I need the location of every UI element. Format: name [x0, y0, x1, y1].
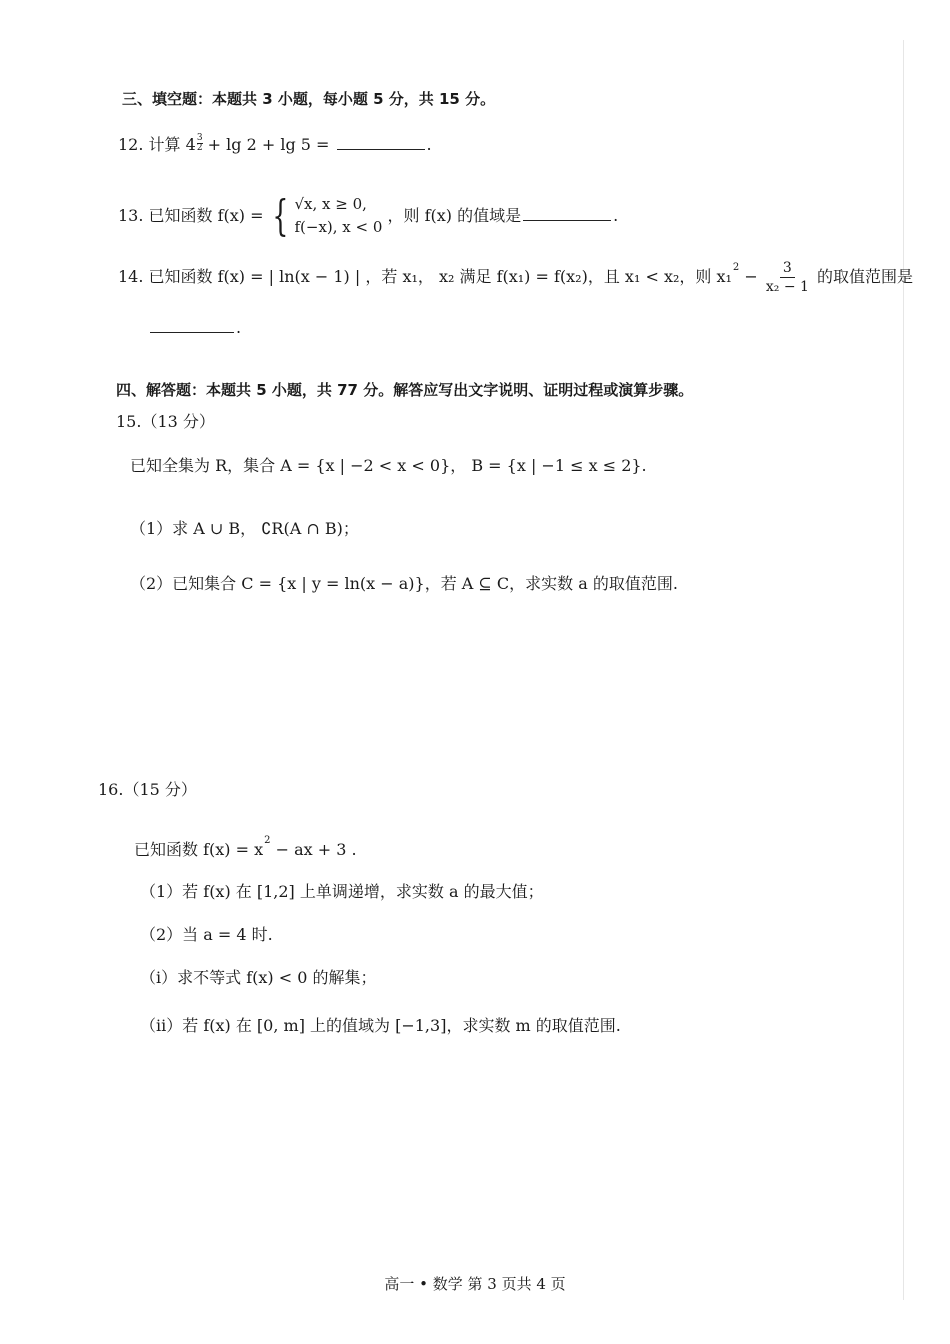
q12-exponent — [197, 134, 203, 153]
q16-stem-text: 已知函数 f(x) = x — [134, 840, 264, 859]
q15-part1: （1）求 A ∪ B， ∁R(A ∩ B)； — [130, 519, 359, 538]
q12-exp-num: 3 — [196, 133, 203, 143]
q14-answer-line — [148, 320, 241, 336]
q15-stem: 已知全集为 R，集合 A = {x | −2 < x < 0}， B = {x | −1 ≤ x ≤ 2}. — [130, 456, 647, 475]
q14-rest: 的取值范围是 — [811, 267, 913, 286]
q14-minus: − — [739, 267, 763, 286]
q13-cases — [294, 193, 382, 240]
q16-label: 16.（15 分） — [98, 780, 197, 799]
q13-end: . — [613, 205, 619, 225]
q16-stem-rest: − ax + 3 . — [270, 840, 357, 859]
q12-exp-den: 2 — [196, 143, 203, 153]
q13-rest: ，则 f(x) 的值域是 — [387, 205, 522, 225]
question-12 — [118, 133, 432, 163]
q14-frac-num: 3 — [780, 261, 795, 278]
q16-part2i: （i）求不等式 f(x) < 0 的解集； — [140, 968, 377, 987]
section4-heading: 四、解答题：本题共 5 小题，共 77 分。解答应写出文字说明、证明过程或演算步骤。 — [116, 381, 694, 399]
q12-rest: + lg 2 + lg 5 = — [202, 135, 335, 154]
q16-stem — [134, 835, 357, 859]
question-13 — [118, 193, 618, 240]
q13-label: 13. 已知函数 f(x) = — [118, 205, 264, 225]
q14-fraction — [766, 261, 809, 294]
q14-answer-blank[interactable] — [150, 331, 234, 333]
q14-label: 14. 已知函数 f(x) = | ln(x − 1) | ，若 x₁， x₂ 满足 f(x₁) = f(x₂)，且 x₁ < x₂，则 x₁ — [118, 267, 732, 286]
q12-answer-blank[interactable] — [337, 148, 425, 150]
q16-part2: （2）当 a = 4 时. — [140, 925, 273, 944]
page-edge-line — [903, 40, 904, 1300]
q16-part1: （1）若 f(x) 在 [1,2] 上单调递增，求实数 a 的最大值； — [140, 882, 544, 901]
q16-part2ii: （ii）若 f(x) 在 [0, m] 上的值域为 [−1,3]，求实数 m 的取值范围. — [140, 1016, 621, 1035]
q14-end: . — [236, 318, 242, 337]
q15-part2: （2）已知集合 C = {x | y = ln(x − a)}，若 A ⊆ C，求实数 a 的取值范围. — [130, 574, 678, 593]
question-14 — [118, 261, 913, 294]
q12-end: . — [426, 135, 432, 154]
q14-sup: 2 — [732, 262, 740, 273]
q13-answer-blank[interactable] — [523, 219, 611, 221]
section3-heading: 三、填空题：本题共 3 小题，每小题 5 分，共 15 分。 — [122, 90, 496, 108]
q13-brace: { — [271, 191, 289, 241]
q13-case2: f(−x), x < 0 — [294, 218, 383, 237]
q14-frac-den: x₂ − 1 — [765, 279, 809, 295]
q13-case1: √x, x ≥ 0, — [294, 195, 367, 213]
page-footer: 高一 • 数学 第 3 页共 4 页 — [384, 1275, 566, 1293]
q12-label: 12. 计算 4 — [118, 135, 196, 154]
q15-label: 15.（13 分） — [116, 412, 215, 431]
q16-stem-sup: 2 — [264, 835, 271, 846]
